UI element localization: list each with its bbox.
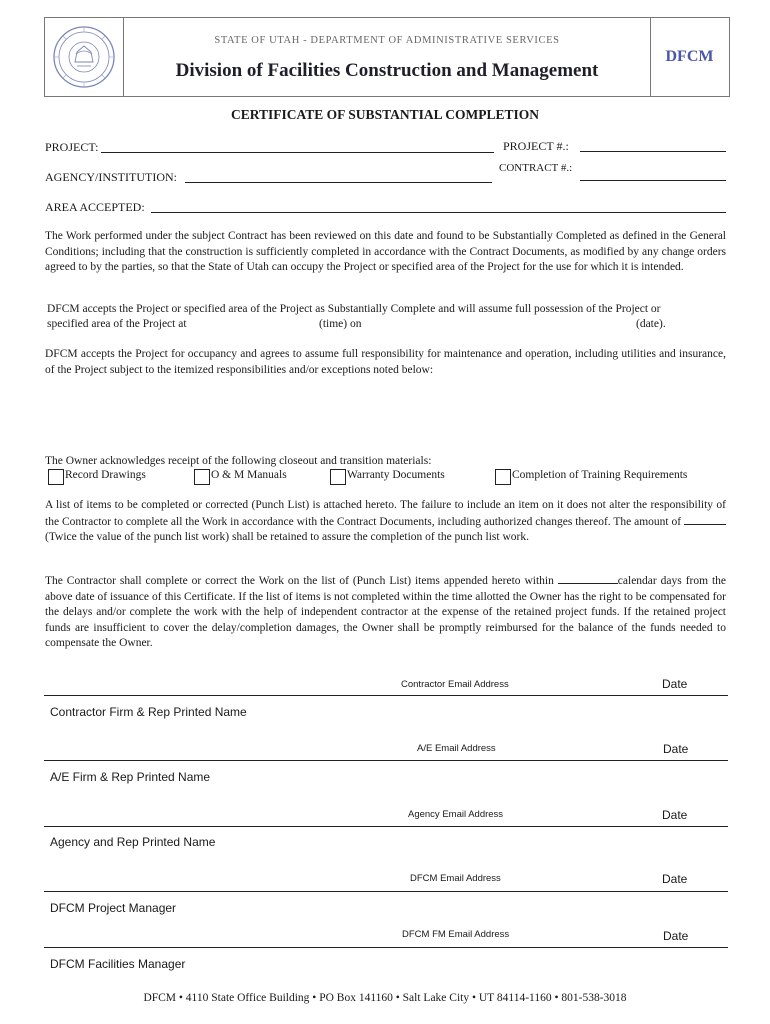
warranty-documents-checkbox[interactable]: [330, 469, 346, 485]
punch-list-text-a: A list of items to be completed or corrected (Punch List) is attached hereto. The failure to include an item on it does not alter the responsibility of the Contractor to complete all the Work in accordance with the Contract Documents, including authorized changes thereof. The amount of: [45, 499, 726, 528]
contractor-text-a: The Contractor shall complete or correct the Work on the list of (Punch List) items appended hereto within: [45, 575, 554, 587]
dfcm-fm-email-label: DFCM FM Email Address: [402, 929, 510, 940]
record-drawings-checkbox[interactable]: [48, 469, 64, 485]
utah-state-seal-icon: [45, 18, 123, 96]
area-accepted-label: AREA ACCEPTED:: [45, 200, 145, 214]
contractor-text-rest: from the above date of issuance of this Certificate. If the list of items is not completed within the time allotted the Owner has the right to be compensated for the delays and/or complete the work with the help of independent contractor at the expense of the retained project funds. If the retained project funds are insufficient to cover the delay/completion damages, the Owner shall be promptly reimbursed for the balance of the funds needed to compensate the Owner.: [45, 575, 727, 649]
agency-institution-field[interactable]: [185, 182, 492, 183]
punch-list-text-b: (Twice the value of the punch list work) shall be retained to assure the completion of the punch list work.: [45, 531, 529, 543]
letterhead-title-area: [124, 18, 651, 96]
footer-address: DFCM • 4110 State Office Building • PO Box 141160 • Salt Lake City • UT 84114-1160 • 801-538-3018: [143, 992, 627, 1004]
ae-printed-name-label: A/E Firm & Rep Printed Name: [50, 770, 211, 784]
project-number-label: PROJECT #.:: [503, 139, 569, 153]
punch-list-paragraph: [45, 498, 726, 546]
possession-time-label: specified area of the Project at: [47, 318, 187, 330]
contract-number-label: CONTRACT #.:: [499, 162, 573, 174]
calendar-days-field[interactable]: [558, 573, 618, 584]
record-drawings-label: Record Drawings: [65, 469, 146, 481]
agency-signature-line[interactable]: [44, 826, 728, 827]
project-label: PROJECT:: [45, 140, 99, 154]
contractor-text-b: calendar days: [617, 575, 682, 587]
substantial-completion-paragraph: The Work performed under the subject Contract has been reviewed on this date and found to be Substantially Completed as defined in the General Conditions; including that the construction is sufficiently completed in accordance with the Contract Documents, as modified by any change orders agreed to by the parties, so that the State of Utah can occupy the Project or specified area of the Project for the use for which it is intended.: [45, 230, 726, 273]
dfcm-project-manager-label: DFCM Project Manager: [50, 901, 177, 915]
contractor-completion-paragraph: [45, 573, 726, 652]
possession-line-1: DFCM accepts the Project or specified area of the Project as Substantially Complete and will assume full possession of the Project or: [47, 303, 661, 315]
agency-name: STATE OF UTAH - DEPARTMENT OF ADMINISTRATIVE SERVICES: [214, 35, 560, 46]
contractor-printed-name-label: Contractor Firm & Rep Printed Name: [50, 705, 247, 719]
dfcm-pm-date-label: Date: [662, 872, 688, 886]
dfcm-email-label: DFCM Email Address: [410, 873, 501, 884]
training-completion-checkbox[interactable]: [495, 469, 511, 485]
division-name: Division of Facilities Construction and Management: [175, 60, 599, 81]
possession-date-label: (time) on: [319, 318, 362, 330]
contract-number-field[interactable]: [580, 180, 726, 181]
dfcm-pm-signature-line[interactable]: [44, 891, 728, 892]
dfcm-logo: DFCM: [665, 48, 714, 65]
owner-acknowledgement: The Owner acknowledges receipt of the following closeout and transition materials:: [45, 455, 432, 467]
warranty-documents-label: Warranty Documents: [347, 469, 445, 481]
dfcm-fm-date-label: Date: [663, 929, 689, 943]
dfcm-fm-signature-line[interactable]: [44, 947, 728, 948]
contractor-email-label: Contractor Email Address: [401, 679, 509, 690]
agency-printed-name-label: Agency and Rep Printed Name: [50, 835, 216, 849]
training-completion-label: Completion of Training Requirements: [512, 469, 688, 481]
area-accepted-field[interactable]: [151, 212, 726, 213]
ae-date-label: Date: [663, 742, 689, 756]
contractor-signature-line[interactable]: [44, 695, 728, 696]
om-manuals-label: O & M Manuals: [211, 469, 287, 481]
ae-email-label: A/E Email Address: [417, 743, 496, 754]
seal-box: [45, 18, 124, 96]
dfcm-facilities-manager-label: DFCM Facilities Manager: [50, 957, 186, 971]
om-manuals-checkbox[interactable]: [194, 469, 210, 485]
ae-signature-line[interactable]: [44, 760, 728, 761]
agency-email-label: Agency Email Address: [408, 809, 504, 820]
agency-date-label: Date: [662, 808, 688, 822]
project-number-field[interactable]: [580, 151, 726, 152]
possession-date-suffix: (date).: [636, 318, 666, 330]
letterhead: [44, 17, 730, 97]
page-title: CERTIFICATE OF SUBSTANTIAL COMPLETION: [231, 107, 539, 122]
project-field[interactable]: [101, 152, 494, 153]
agency-institution-label: AGENCY/INSTITUTION:: [45, 170, 177, 184]
occupancy-paragraph: DFCM accepts the Project for occupancy and agrees to assume full responsibility for maintenance and operation, including utilities and insurance, of the Project subject to the itemized responsibilities and/or exceptions noted below:: [45, 348, 726, 376]
contractor-date-label: Date: [662, 677, 688, 691]
retained-amount-field[interactable]: [684, 514, 726, 525]
